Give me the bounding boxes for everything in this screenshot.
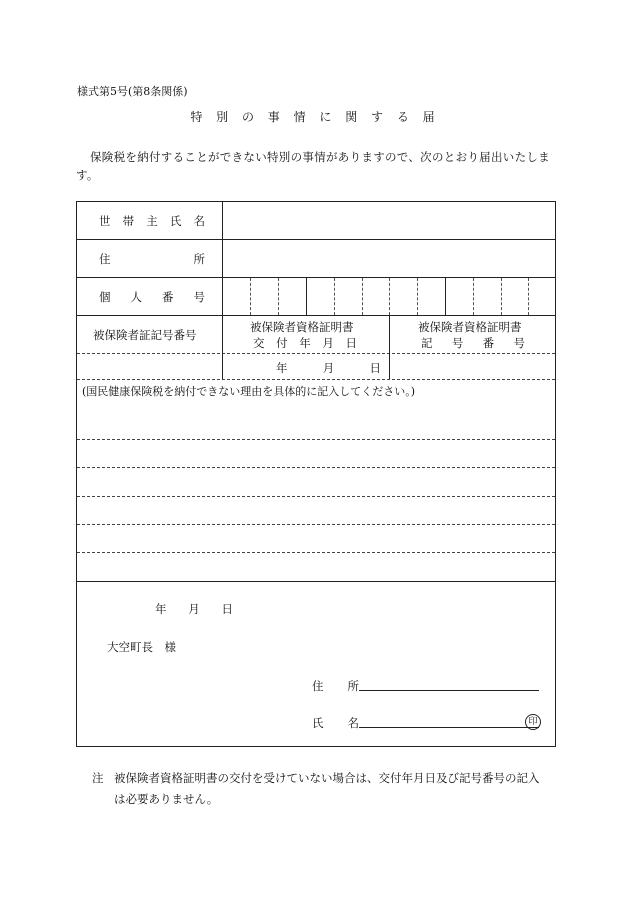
submission-date-units: 年 月 日 <box>155 602 233 616</box>
reason-field[interactable] <box>77 398 555 580</box>
address-label: 住 所 <box>99 252 205 266</box>
applicant-address-label: 住 所 <box>312 679 359 693</box>
household-head-label: 世 帯 主 氏 名 <box>99 214 205 228</box>
certificate-issue-label: 被保険者資格証明書 <box>250 320 354 334</box>
applicant-address-line <box>359 690 539 691</box>
form-table <box>76 201 556 747</box>
addressee: 大空町長 様 <box>107 640 176 654</box>
certificate-issue-date-field[interactable] <box>223 354 389 379</box>
certificate-number-sub-label: 記 号 番 号 <box>421 336 525 350</box>
footnote <box>92 768 562 810</box>
address-field[interactable] <box>223 240 555 277</box>
certificate-number-field[interactable] <box>390 354 555 379</box>
form-title: 特 別 の 事 情 に 関 す る 届 <box>190 110 440 124</box>
submission-date-field[interactable] <box>117 596 247 618</box>
applicant-name-line <box>359 727 539 728</box>
note-line-2: は必要ありません。 <box>114 792 219 806</box>
household-head-name-field[interactable] <box>223 202 555 239</box>
note-mark: 注 <box>92 771 104 785</box>
reason-prompt: (国民健康保険税を納付できない理由を具体的に記入してください。) <box>82 385 416 398</box>
seal-icon: 印 <box>525 714 541 730</box>
certificate-number-label: 被保険者資格証明書 <box>418 320 522 334</box>
my-number-field[interactable] <box>223 278 555 315</box>
my-number-label: 個 人 番 号 <box>99 290 205 304</box>
applicant-name-label: 氏 名 <box>312 716 359 730</box>
insured-card-label: 被保険者証記号番号 <box>93 328 197 342</box>
certificate-issue-date-label: 交 付 年 月 日 <box>253 336 357 350</box>
issue-date-units: 年 月 日 <box>276 361 381 375</box>
intro-text: 保険税を納付することができない特別の事情がありますので、次のとおり届出いたします。 <box>76 150 550 182</box>
form-number: 様式第5号(第8条関係) <box>77 85 188 98</box>
applicant-name-field[interactable] <box>359 709 524 727</box>
insured-card-number-field[interactable] <box>77 354 222 379</box>
applicant-address-field[interactable] <box>359 672 539 690</box>
note-line-1: 被保険者資格証明書の交付を受けていない場合は、交付年月日及び記号番号の記入 <box>114 771 540 785</box>
